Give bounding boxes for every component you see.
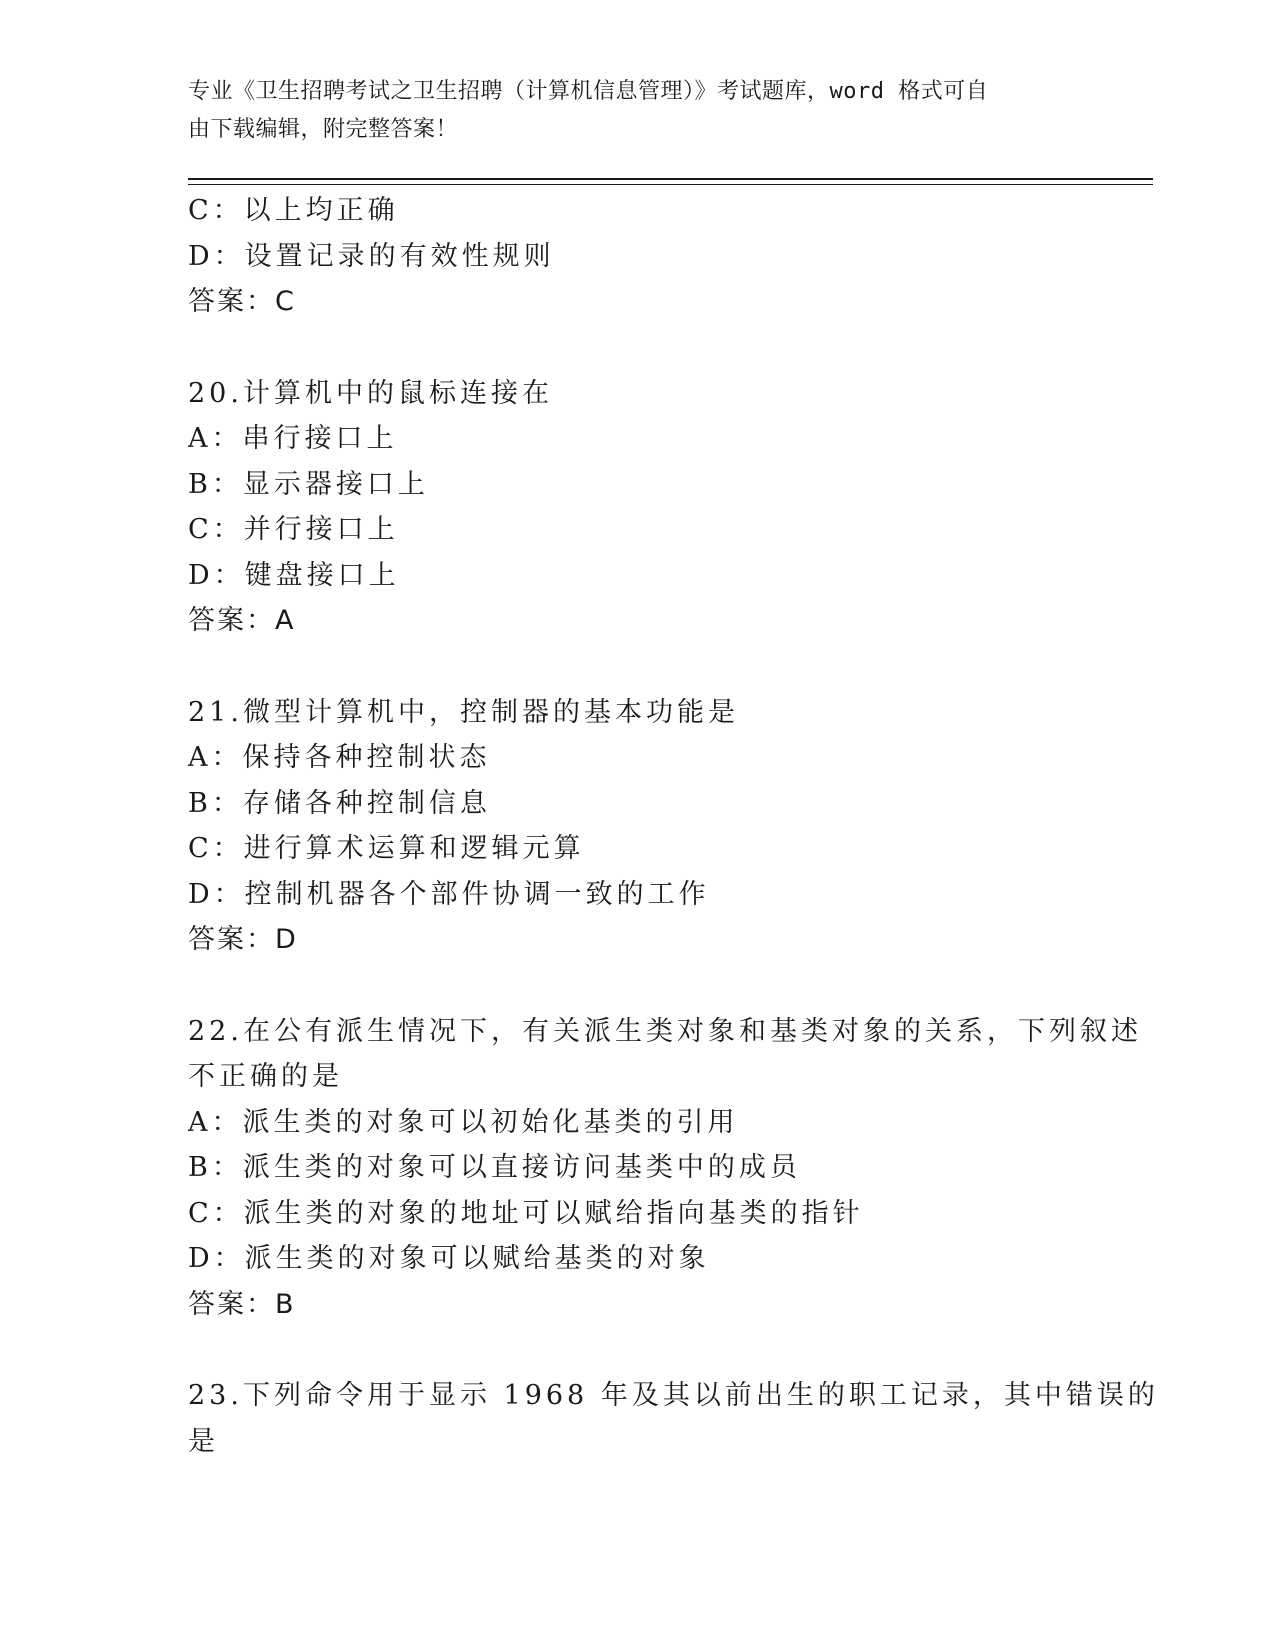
spacer	[188, 963, 1088, 1009]
option-d: D：设置记录的有效性规则	[188, 240, 555, 272]
option-c: C：派生类的对象的地址可以赋给指向基类的指针	[188, 1197, 864, 1229]
spacer	[188, 1327, 1088, 1373]
option-c: C：以上均正确	[188, 195, 399, 226]
option-d: D：派生类的对象可以赋给基类的对象	[188, 1243, 710, 1274]
question-22	[188, 1009, 1142, 1328]
option-d: D：控制机器各个部件协调一致的工作	[188, 878, 710, 910]
answer-line: 答案：C	[188, 286, 296, 317]
option-a: A：保持各种控制状态	[188, 742, 491, 773]
previous-question-block	[188, 188, 1088, 325]
question-text-line-2: 是	[188, 1425, 219, 1457]
answer-line: 答案：B	[188, 1288, 296, 1320]
option-c: C：进行算术运算和逻辑元算	[188, 833, 585, 864]
question-text: 21.微型计算机中，控制器的基本功能是	[188, 696, 739, 728]
question-list	[188, 188, 1159, 1464]
header-rule-thick	[188, 178, 1153, 180]
question-20	[188, 371, 1088, 644]
answer-line: 答案：D	[188, 924, 298, 955]
question-text-line-1: 22.在公有派生情况下，有关派生类对象和基类对象的关系，下列叙述	[188, 1015, 1142, 1047]
question-23	[188, 1373, 1159, 1464]
option-a: A：派生类的对象可以初始化基类的引用	[188, 1106, 739, 1138]
option-a: A：串行接口上	[188, 423, 398, 454]
option-d: D：键盘接口上	[188, 559, 400, 591]
question-21	[188, 690, 1088, 963]
question-text-line-2: 不正确的是	[188, 1061, 343, 1092]
answer-line: 答案：A	[188, 605, 296, 636]
document-header	[188, 73, 1068, 149]
option-b: B：显示器接口上	[188, 468, 429, 500]
question-text-line-1: 23.下列命令用于显示 1968 年及其以前出生的职工记录，其中错误的	[188, 1380, 1159, 1411]
option-b: B：存储各种控制信息	[188, 787, 491, 819]
header-line-2: 由下载编辑，附完整答案！	[188, 117, 459, 142]
header-rule-thin	[188, 184, 1153, 185]
spacer	[188, 644, 1088, 690]
spacer	[188, 325, 1088, 371]
option-b: B：派生类的对象可以直接访问基类中的成员	[188, 1152, 801, 1183]
header-line-1: 专业《卫生招聘考试之卫生招聘（计算机信息管理）》考试题库，word 格式可自	[188, 79, 989, 104]
option-c: C：并行接口上	[188, 514, 399, 545]
question-text: 20.计算机中的鼠标连接在	[188, 377, 553, 409]
